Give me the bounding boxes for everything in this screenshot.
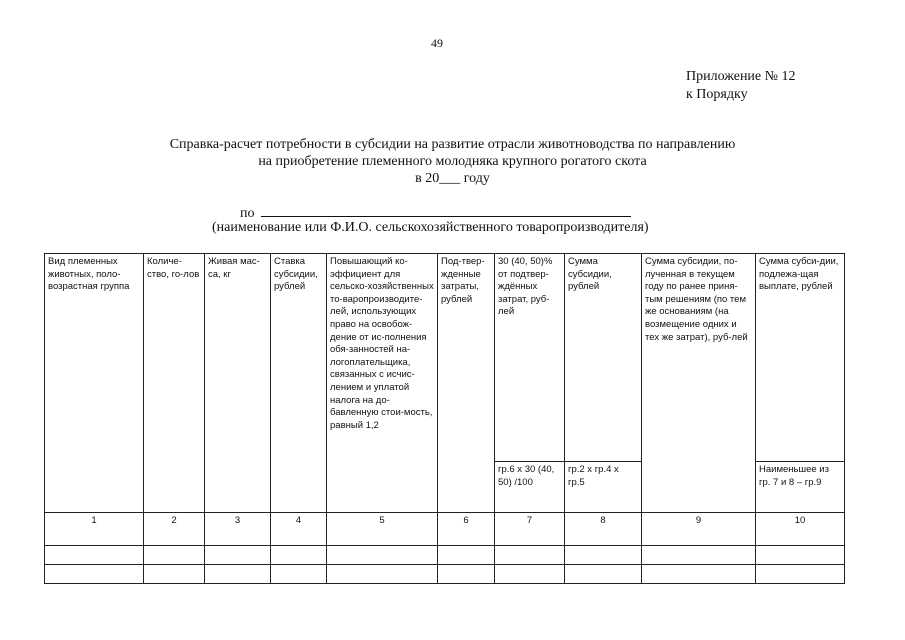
appendix-number: Приложение № 12 [686, 69, 796, 84]
column-number-1: 1 [45, 513, 144, 546]
header-cell-8: Сумма субсидии, рублей [565, 254, 642, 462]
empty-cell[interactable] [144, 565, 205, 584]
header-cell-10: Сумма субси-дии, подлежа-щая выплате, рублей [756, 254, 845, 462]
empty-cell[interactable] [327, 565, 438, 584]
empty-cell[interactable] [45, 546, 144, 565]
empty-cell[interactable] [642, 546, 756, 565]
empty-cell[interactable] [756, 546, 845, 565]
title-line-2: на приобретение племенного молодняка крупного рогатого скота [258, 154, 647, 169]
empty-cell[interactable] [565, 546, 642, 565]
appendix-order: к Порядку [686, 87, 748, 102]
column-number-8: 8 [565, 513, 642, 546]
header-cell-3: Живая мас-са, кг [205, 254, 271, 513]
column-number-6: 6 [438, 513, 495, 546]
column-number-5: 5 [327, 513, 438, 546]
empty-cell[interactable] [205, 546, 271, 565]
column-number-7: 7 [495, 513, 565, 546]
empty-cell[interactable] [271, 546, 327, 565]
title-line-1: Справка-расчет потребности в субсидии на развитие отрасли животноводства по направлению [169, 137, 736, 152]
producer-name-caption: (наименование или Ф.И.О. сельскохозяйственного товаропроизводителя) [212, 220, 649, 235]
header-cell-4: Ставка субсидии, рублей [271, 254, 327, 513]
header-cell-1: Вид племенных животных, поло-возрастная группа [45, 254, 144, 513]
empty-cell[interactable] [642, 565, 756, 584]
empty-cell[interactable] [205, 565, 271, 584]
formula-cell-8: гр.2 х гр.4 х гр.5 [565, 462, 642, 513]
empty-cell[interactable] [756, 565, 845, 584]
empty-cell[interactable] [45, 565, 144, 584]
table-header-row [45, 254, 845, 462]
header-cell-5: Повышающий ко-эффициент для сельско-хозяйственных то-варопроизводите-лей, использующих право на освобож-дение от ис-полнения обя-занностей на-логоплательщика, связанных с исчис-лением и уплатой налога на до-бавленную стои-мость, равный 1,2 [327, 254, 438, 513]
title-line-3: в 20___ году [415, 171, 490, 186]
po-label: по [240, 206, 255, 221]
column-number-row [45, 513, 845, 546]
empty-cell[interactable] [495, 546, 565, 565]
producer-name-blank[interactable] [261, 205, 631, 217]
empty-cell[interactable] [565, 565, 642, 584]
document-title [0, 136, 905, 187]
header-cell-7: 30 (40, 50)% от подтвер-ждённых затрат, руб-лей [495, 254, 565, 462]
column-number-3: 3 [205, 513, 271, 546]
empty-cell[interactable] [271, 565, 327, 584]
column-number-9: 9 [642, 513, 756, 546]
column-number-4: 4 [271, 513, 327, 546]
header-cell-2: Количе-ство, го-лов [144, 254, 205, 513]
header-cell-9: Сумма субсидии, по-лученная в текущем году по ранее приня-тым решениям (по тем же основаниям (на возмещение одних и тех же затрат), руб-лей [642, 254, 756, 513]
subsidy-calculation-table [44, 253, 845, 584]
page-number: 49 [431, 36, 443, 50]
table-row [45, 565, 845, 584]
table-row [45, 546, 845, 565]
formula-cell-7: гр.6 х 30 (40, 50) /100 [495, 462, 565, 513]
header-cell-6: Под-твер-жденные затраты, рублей [438, 254, 495, 513]
column-number-10: 10 [756, 513, 845, 546]
appendix-reference [686, 68, 796, 104]
empty-cell[interactable] [438, 565, 495, 584]
empty-cell[interactable] [144, 546, 205, 565]
formula-cell-10: Наименьшее из гр. 7 и 8 – гр.9 [756, 462, 845, 513]
empty-cell[interactable] [495, 565, 565, 584]
column-number-2: 2 [144, 513, 205, 546]
empty-cell[interactable] [438, 546, 495, 565]
empty-cell[interactable] [327, 546, 438, 565]
